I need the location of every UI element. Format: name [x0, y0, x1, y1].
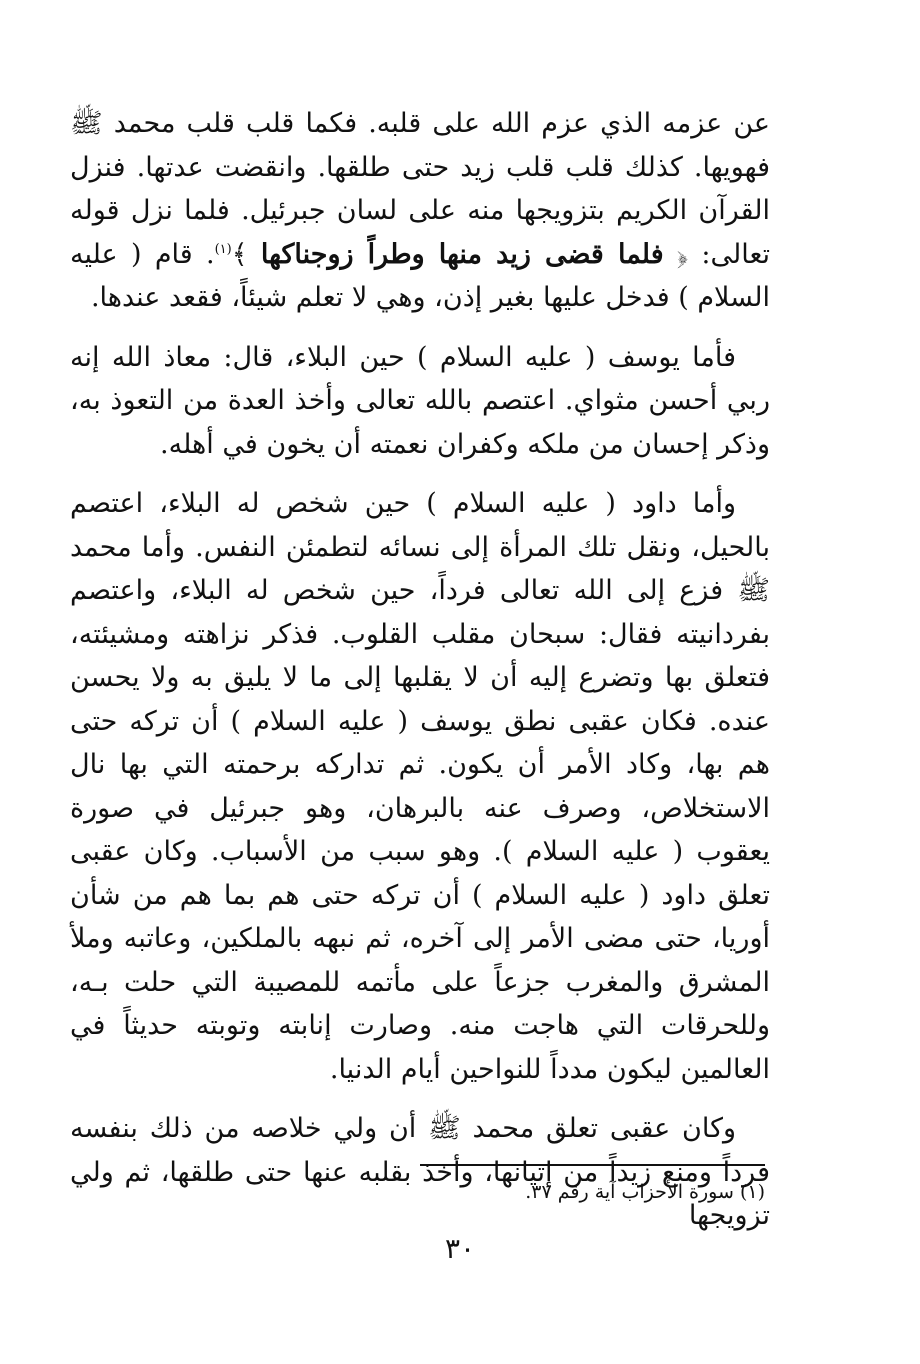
paragraph-p1 — [70, 102, 770, 320]
footnote: (١) سورة الأحزاب آية رقم ٣٧. — [525, 1181, 765, 1203]
main-text — [70, 102, 770, 1254]
text-run: فأما يوسف ( عليه السلام ) حين البلاء، قال: معاذ الله إنه ربي أحسن مثواي. اعتصم بالله تعالى وأخذ العدة من التعوذ به، وذكر إحسان من ملكه وكفران نعمته أن يخون في أهله. — [70, 341, 770, 460]
text-run: ﴾ — [231, 238, 261, 270]
paragraph-p3 — [70, 482, 770, 1091]
footnote-divider — [420, 1164, 765, 1166]
text-run: وكان عقبى تعلق محمد ﷺ أن ولي خلاصه من ذلك بنفسه فرداً ومنع زيداً من إتيانها، وأخذ بقلبه عنها حتى طلقها، ثم ولي تزويجها — [70, 1113, 770, 1231]
page-number: ٣٠ — [444, 1232, 476, 1265]
text-run: وأما داود ( عليه السلام ) حين شخص له البلاء، اعتصم بالحيل، ونقل تلك المرأة إلى نسائه لتطمئن النفس. وأما محمد ﷺ فزع إلى الله تعالى فرداً، حين شخص له البلاء، واعتصم بفردانيته فقال: سبحان مقلب القلوب. فذكر نزاهته ومشيئته، فتعلق بها وتضرع إليه أن لا يقلبها إلى ما لا يليق به ولا يحسن عنده. فكان عقبى نطق يوسف ( عليه السلام ) أن تركه حتى هم بها، وكاد الأمر أن يكون. ثم تداركه برحمته التي بها نال الاستخلاص، وصرف عنه بالبرهان، وهو جبرئيل في صورة يعقوب ( عليه السلام ). وهو سبب من الأسباب. وكان عقبى تعلق داود ( عليه السلام ) أن تركه حتى هم بما هم من شأن أوريا، حتى مضى الأمر إلى آخره، ثم نبهه بالملكين، وعاتبه وملأ المشرق والمغرب جزعاً على مأتمه للمصيبة التي حلت بـه، وللحرقات التي هاجت منه. وصارت إنابته وتوبته حديثاً في العالمين ليكون مدداً للنواحين أيام الدنيا. — [70, 488, 770, 1085]
footnote-marker: (١) — [214, 241, 232, 257]
text-run: عن عزمه الذي عزم الله على قلبه. فكما قلب قلب محمد ﷺ فهويها. كذلك قلب قلب زيد حتى طلقها. وانقضت عدتها. فنزل القرآن الكريم بتزويجها منه على لسان جبرئيل. فلما نزل قوله تعالى: ﴿ — [70, 108, 770, 270]
paragraph-p2 — [70, 336, 770, 467]
text-run: . قام ( عليه السلام ) فدخل عليها بغير إذن، وهي لا تعلم شيئاً، فقعد عندها. — [70, 238, 770, 313]
quran-quote: فلما قضى زيد منها وطراً زوجناكها — [260, 238, 664, 270]
paragraph-p4 — [70, 1107, 770, 1238]
